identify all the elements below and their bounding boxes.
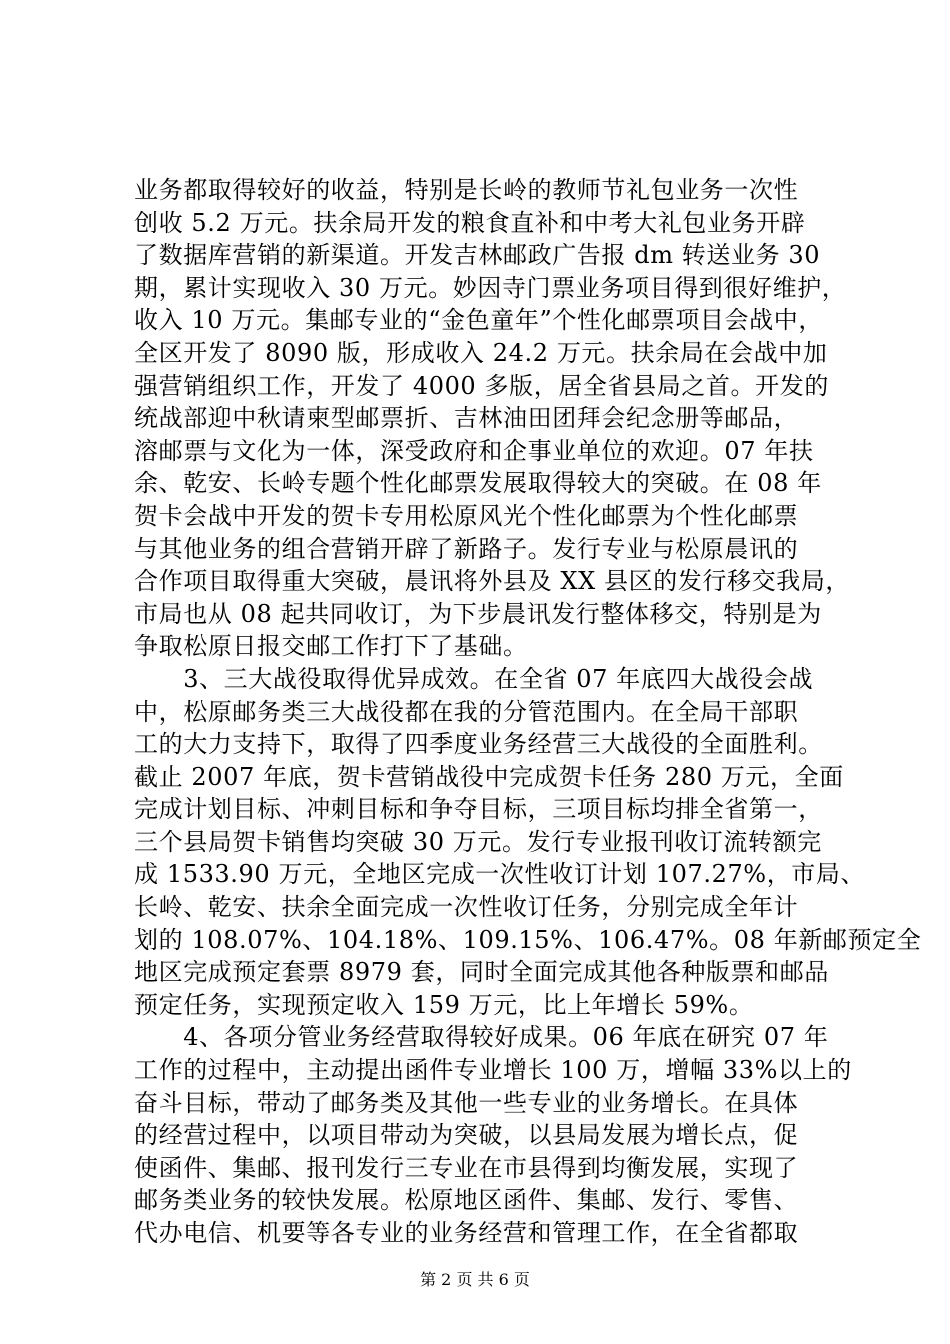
text-line: 中，松原邮务类三大战役都在我的分管范围内。在全局干部职	[134, 697, 799, 726]
text-line: 市局也从 08 起共同收订，为下步晨讯发行整体移交，特别是为	[134, 599, 822, 628]
text-line: 三个县局贺卡销售均突破 30 万元。发行专业报刊收订流转额完	[134, 827, 822, 856]
text-line: 争取松原日报交邮工作打下了基础。	[134, 632, 528, 661]
text-line: 完成计划目标、冲刺目标和争夺目标，三项目标均排全省第一，	[134, 795, 823, 824]
text-line: 余、乾安、长岭专题个性化邮票发展取得较大的突破。在 08 年	[134, 469, 822, 498]
text-line: 地区完成预定套票 8979 套，同时全面完成其他各种版票和邮品	[134, 958, 829, 987]
text-line: 工的大力支持下，取得了四季度业务经营三大战役的全面胜利。	[134, 730, 823, 759]
text-line: 划的 108.07%、104.18%、109.15%、106.47%。08 年新邮预定全	[134, 925, 922, 954]
text-line: 统战部迎中秋请柬型邮票折、吉林油田团拜会纪念册等邮品，	[134, 404, 799, 433]
text-line: 期，累计实现收入 30 万元。妙因寺门票业务项目得到很好维护，	[134, 273, 847, 302]
text-line: 工作的过程中，主动提出函件专业增长 100 万，增幅 33%以上的	[134, 1056, 852, 1085]
text-line: 业务都取得较好的收益，特别是长岭的教师节礼包业务一次性	[134, 176, 799, 204]
text-line: 成 1533.90 万元，全地区完成一次性收订计划 107.27%，市局、	[134, 860, 866, 889]
text-line: 截止 2007 年底，贺卡营销战役中完成贺卡任务 280 万元，全面	[134, 762, 844, 791]
text-line: 收入 10 万元。集邮专业的“金色童年”个性化邮票项目会战中，	[134, 306, 823, 335]
text-line: 与其他业务的组合营销开辟了新路子。发行专业与松原晨讯的	[134, 534, 799, 563]
text-line: 合作项目取得重大突破，晨讯将外县及 XX 县区的发行移交我局，	[134, 567, 851, 596]
text-line: 4、各项分管业务经营取得较好成果。06 年底在研究 07 年	[134, 1023, 829, 1052]
page-number-footer: 第 2 页 共 6 页	[420, 1270, 530, 1289]
text-line: 的经营过程中，以项目带动为突破，以县局发展为增长点，促	[134, 1121, 799, 1150]
text-line: 全区开发了 8090 版，形成收入 24.2 万元。扶余局在会战中加	[134, 338, 828, 367]
text-line: 长岭、乾安、扶余全面完成一次性收订任务，分别完成全年计	[134, 893, 799, 922]
text-line: 预定任务，实现预定收入 159 万元，比上年增长 59%。	[134, 990, 754, 1019]
body-text	[134, 174, 922, 1250]
text-line: 贺卡会战中开发的贺卡专用松原风光个性化邮票为个性化邮票	[134, 501, 799, 530]
text-line: 3、三大战役取得优异成效。在全省 07 年底四大战役会战	[134, 664, 814, 693]
text-line: 了数据库营销的新渠道。开发吉林邮政广告报 dm 转送业务 30	[134, 241, 821, 270]
text-line: 创收 5.2 万元。扶余局开发的粮食直补和中考大礼包业务开辟	[134, 208, 806, 237]
text-line: 代办电信、机要等各专业的业务经营和管理工作，在全省都取	[134, 1219, 799, 1247]
text-line: 邮务类业务的较快发展。松原地区函件、集邮、发行、零售、	[134, 1186, 799, 1215]
text-line: 奋斗目标，带动了邮务类及其他一些专业的业务增长。在具体	[134, 1088, 799, 1117]
text-line: 使函件、集邮、报刊发行三专业在市县得到均衡发展，实现了	[134, 1153, 799, 1182]
text-line: 强营销组织工作，开发了 4000 多版，居全省县局之首。开发的	[134, 371, 829, 400]
text-line: 溶邮票与文化为一体，深受政府和企事业单位的欢迎。07 年扶	[134, 436, 814, 465]
